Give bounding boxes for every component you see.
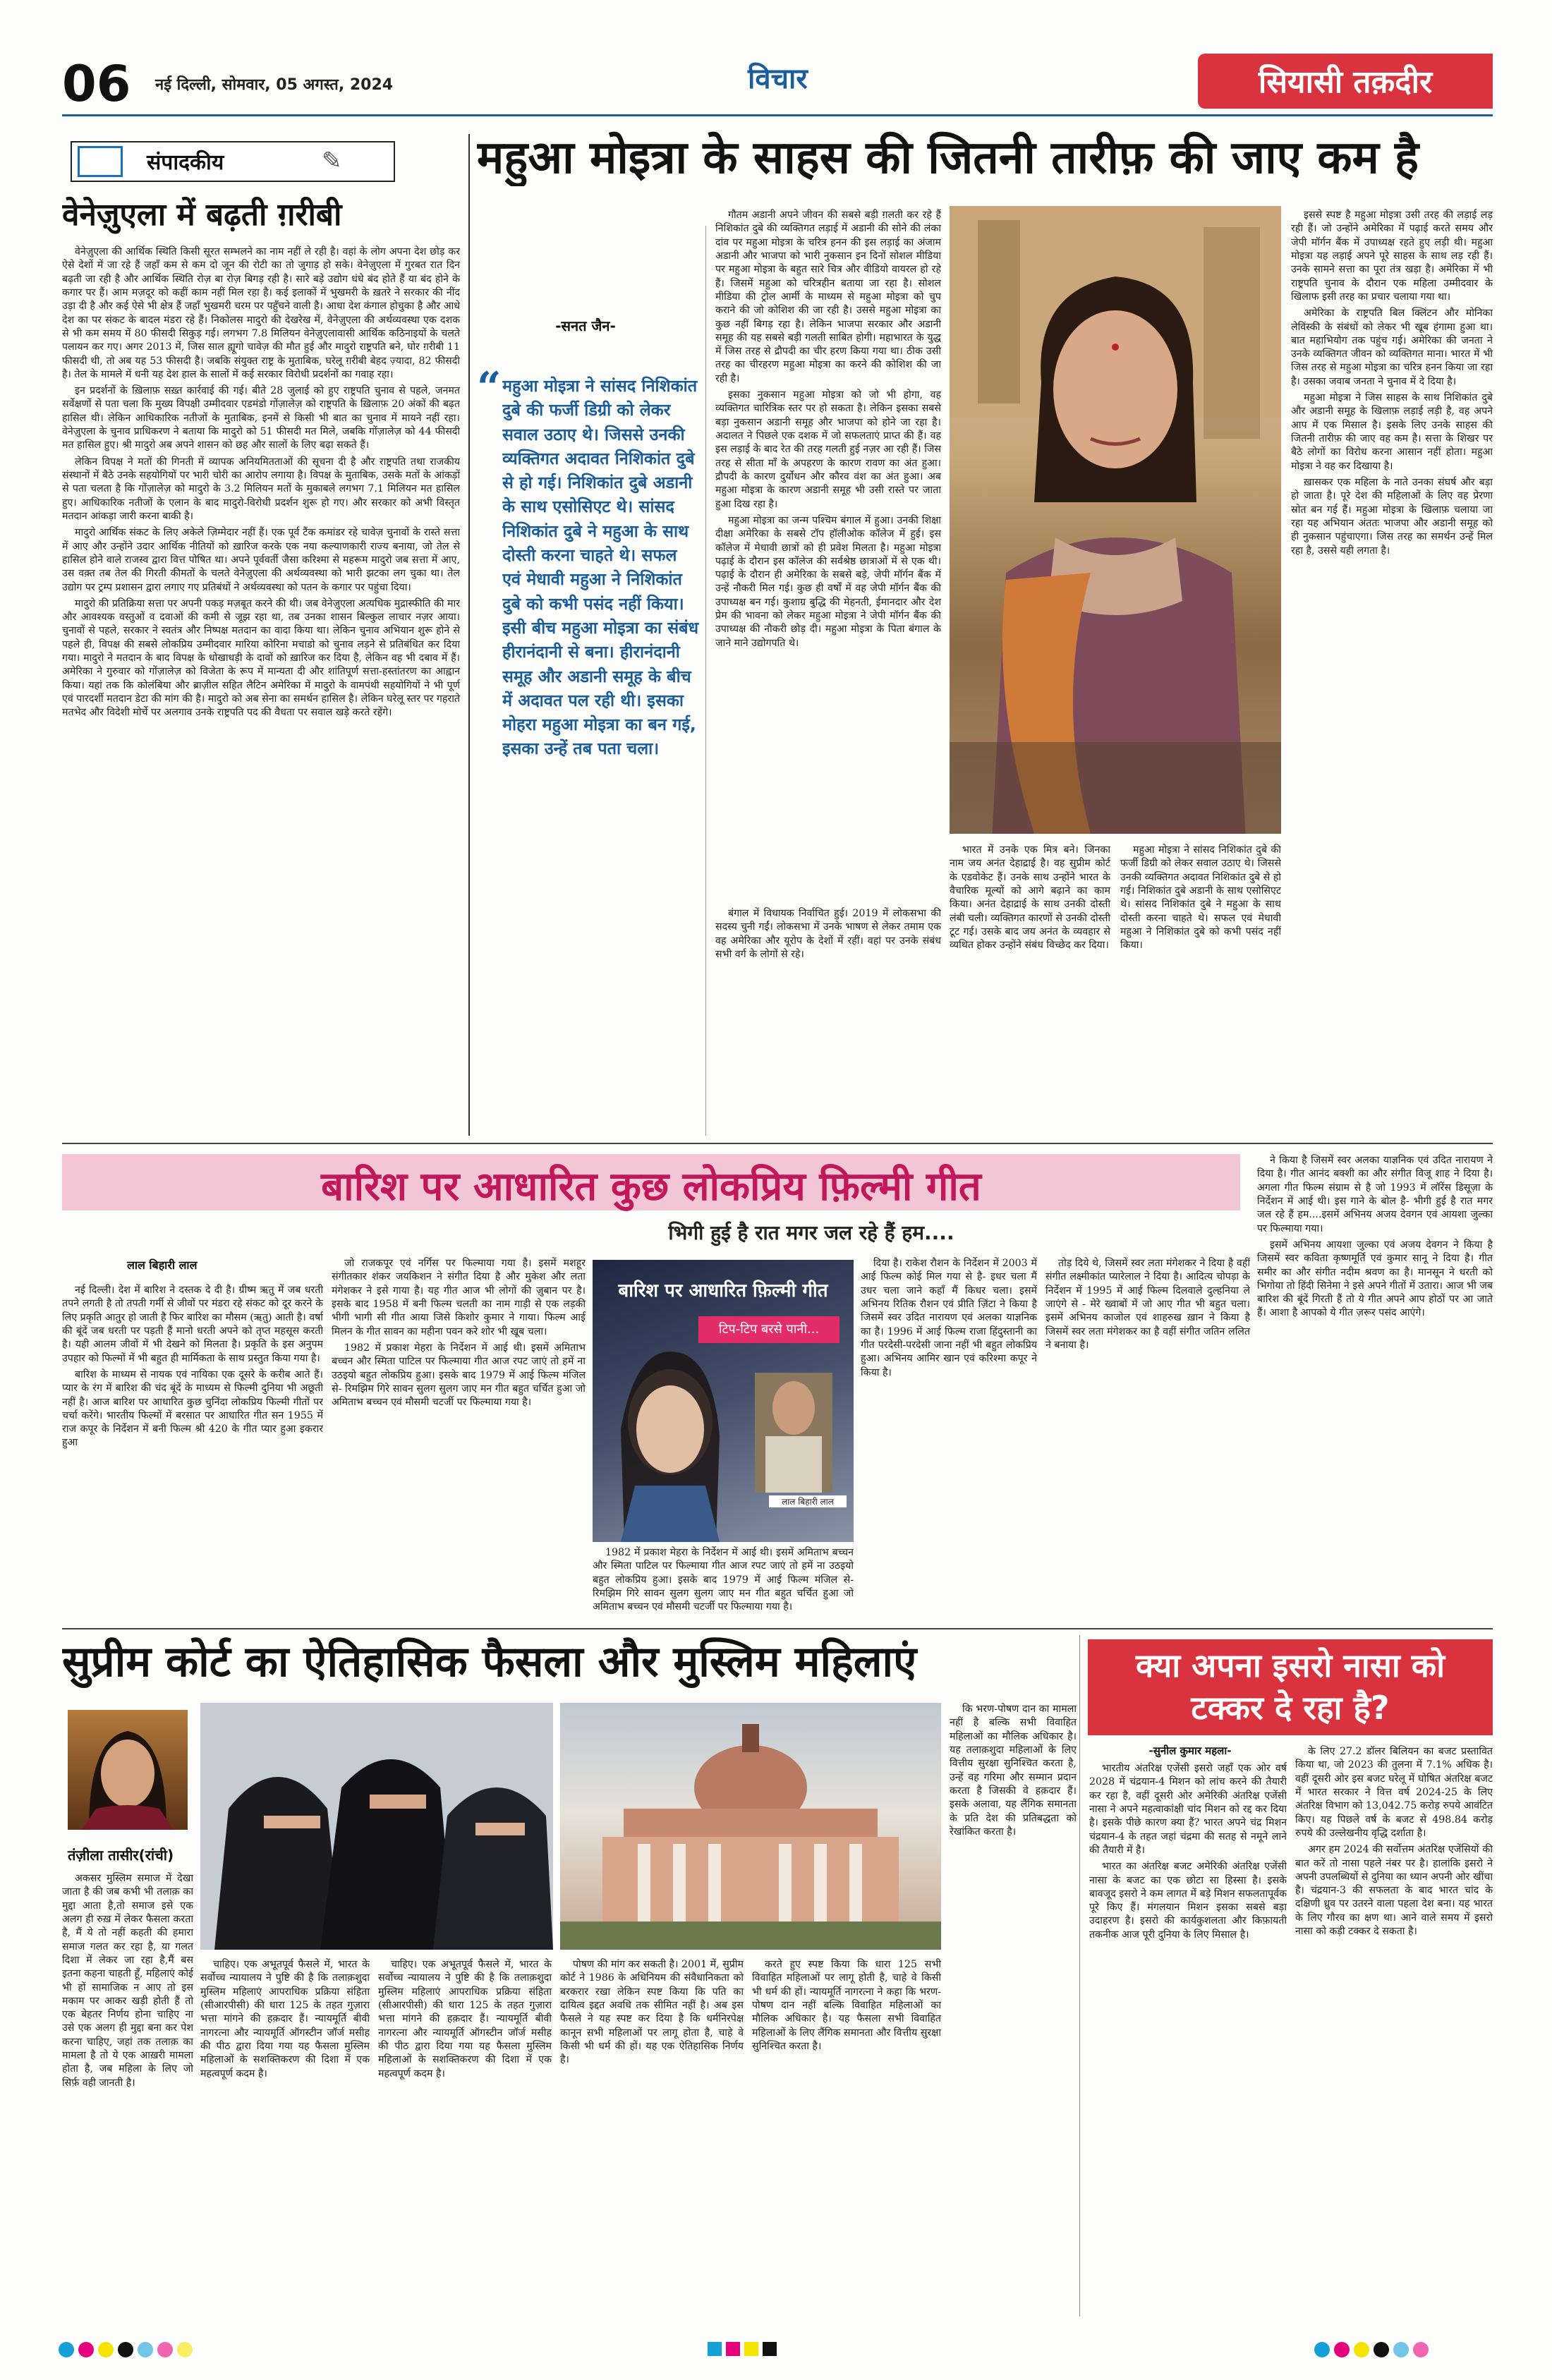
- page-number: 06: [62, 55, 131, 113]
- isro-col-2: के लिए 27.2 डॉलर बिलियन का बजट प्रस्तावित किया था, जो 2023 की तुलना में 7.1% अधिक है। वहीं दूसरी ओर इस बजट घरेलू में घोषित अंतरिक्ष बजट में भारत सरकार ने वित्त वर्ष 2024-25 के लिए अंतरिक्ष विभाग को 13,042.75 करोड़ रुपये आवंटित किए। यह पिछले वर्ष के बजट से 498.84 करोड़ रुपये की उल्लेखनीय वृद्धि दर्शाता है। अगर हम 2024 की सर्वोत्तम अंतरिक्ष एजेंसियों की बात करें तो नासा पहले नंबर पर है। हालांकि इसरो ने अपनी उपलब्धियों से दुनिया का ध्यान अपनी ओर खींचा है। चंद्रयान-3 की सफलता के बाद भारत चांद के दक्षिणी ध्रुव पर उतरने वाला पहला देश बना। यह भारत के लिए गौरव का क्षण था। आने वाले समय में इसरो नासा को कड़ी टक्कर दे सकता है।: [1295, 1746, 1493, 1938]
- songs-byline: लाल बिहारी लाल: [127, 1258, 198, 1272]
- section-rule: [62, 1143, 1493, 1144]
- songs-headline: बारिश पर आधारित कुछ लोकप्रिय फ़िल्मी गीत: [321, 1164, 981, 1210]
- mahua-pull-quote: महुआ मोइत्रा ने सांसद निशिकांत दुबे की फर्जी डिग्री को लेकर सवाल उठाए थे। जिससे उनकी व्यक्तिगत अदावत निशिकांत दुबे से हो गई। निशिकांत दुबे अडानी के साथ एसोसिएट थे। सांसद निशिकांत दुबे ने महुआ के साथ दोस्ती करना चाहते थे। सफल एवं मेधावी महुआ ने निशिकांत दुबे को कभी पसंद नहीं किया। इसी बीच महुआ मोइत्रा का संबंध हीरानंदानी से बना। हीरानंदानी समूह और अडानी समूह के बीच में अदावत पल रही थी। इसका मोहरा महुआ मोइत्रा का बन गई, इसका उन्हें तब पता चला।: [502, 376, 699, 759]
- registration-marks-center: [705, 2342, 779, 2356]
- sc-col-1: अकसर मुस्लिम समाज में देखा जाता है की जब कभी भी तलाक़ का मुद्दा आता है,तो समाज इसे एक अलग ही रुख़ में लेकर फैसला करता है, मैं ये तो नहीं कहती की हमारा समाज गलत कर रहा है, या गलत दिशा में लेकर जा रहा है,मैं बस इतना कहना चाहती हूँ, महिलाएं कोई भी हों सामाजिक न आए तो इस मकाम पर आकर खड़ी होती हैं तो एक बेहतर निर्णय होना चाहिए ना उसे एक अलग ही मुद्दा बना कर पेश करना चाहिए, जहां तक तलाक़ का मामला है तो ये एक आख़री मामला होता है, जब महिला के लिए जो सिर्फ़ वही जानती है।: [62, 1873, 193, 2089]
- isro-col-1: भारतीय अंतरिक्ष एजेंसी इसरो जहाँ एक ओर वर्ष 2028 में चंद्रयान-4 मिशन को लांच करने की तैयारी कर रहा है, वहीं दूसरी ओर अमेरिकी अंतरिक्ष एजेंसी नासा ने अपने महत्वाकांक्षी चांद मिशन को रद्द कर दिया है। इसके पीछे कारण क्या हैं? भारत अपने चंद्र मिशन चंद्रयान-4 के तहत जहां चंद्रमा की सतह से नमूने लाने की तैयारी में है। भारत का अंतरिक्ष बजट अमेरिकी अंतरिक्ष एजेंसी नासा के बजट का एक छोटा सा हिस्सा है। इसके बावजूद इसरो ने कम लागत में बड़े मिशन सफलतापूर्वक पूरे किए हैं। मंगलयान मिशन इसका सबसे बड़ा उदाहरण है। इसरो की कार्यकुशलता और किफ़ायती तकनीक आज पूरी दुनिया के लिए मिसाल है।: [1089, 1763, 1287, 1941]
- sc-headline: सुप्रीम कोर्ट का ऐतिहासिक फैसला और मुस्लिम महिलाएं: [62, 1637, 917, 1687]
- songs-col-4: दिया है। राकेश रौशन के निर्देशन में 2003 में आई फिल्म कोई मिल गया से है- इधर चला मैं उधर चला जाने कहाँ मैं किधर चला। इसमें अभिनय रितिक रौशन एवं प्रीति ज़िंटा ने किया है जिसमें स्वर उदित नारायण एवं अलका याज्ञनिक का है। 1996 में आई फिल्म राजा हिंदुस्तानी का गीत परदेसी-परदेसी जाना नहीं भी बहुत लोकप्रिय हुआ। अभिनय आमिर खान एवं करिश्मा कपूर ने किया है।: [861, 1258, 1037, 1378]
- mahua-photo: [950, 206, 1281, 834]
- songs-subtitle: भिगी हुई है रात मगर जल रहे हैं हम....: [668, 1221, 954, 1244]
- editorial-icon-box: [78, 146, 123, 177]
- sc-photo-women: [200, 1703, 553, 1950]
- sc-photo-court: [560, 1703, 941, 1950]
- isro-headline: क्या अपना इसरो नासा को टक्कर दे रहा है?: [1135, 1646, 1445, 1727]
- editorial-label: संपादकीय: [147, 150, 224, 175]
- songs-col-3: 1982 में प्रकाश मेहरा के निर्देशन में आई थी। इसमें अमिताभ बच्चन और स्मिता पाटिल पर फिल्माया गीत आज रपट जाएं तो हमें ना उठइयो बहुत लोकप्रिय हुआ। इसके बाद 1979 में आई फिल्म मंजिल से- रिमझिम गिरे सावन सुलग सुलग जाए मन गीत बहुत चर्चित हुआ जो अमिताभ बच्चन एवं मौसमी चटर्जी पर फिल्माया गया है।: [593, 1547, 854, 1613]
- sc-col-6: कि भरण-पोषण दान का मामला नहीं है बल्कि सभी विवाहित महिलाओं का मौलिक अधिकार है। यह तलाक़शुदा महिलाओं के लिए वित्तीय सुरक्षा सुनिश्चित करता है, उन्हें वह गरिमा और सम्मान प्रदान करता है जिसकी वे हक़दार हैं। इसके अलावा, यह लैंगिक समानता के प्रति देश की प्रतिबद्धता को रेखांकित करता है।: [950, 1704, 1077, 1838]
- section-band-label: सियासी तक़दीर: [1258, 64, 1433, 100]
- column-rule: [1079, 1635, 1080, 2317]
- author-portrait: [68, 1710, 188, 1830]
- songs-col-6: ने किया है जिसमें स्वर अलका याज्ञनिक एवं उदित नारायण ने दिया है। गीत आनंद बक्शी का और संगीत विजू शाह ने दिया है। अगला गीत फिल्म संग्राम से है जो 1993 में लॉरेंस डिसूज़ा के निर्देशन में आई थी। इस गाने के बोल है- भीगी हुई है रात मगर जल रहे हैं हम....इसमें अभिनय अजय देवगन एवं आयशा जुल्का पर फिल्माया गया। इसमें अभिनय आयशा जुल्का एवं अजय देवगन ने किया है जिसमें स्वर कविता कृष्णमूर्ति एवं कुमार सानू ने दिया है। गीत समीर का और संगीत नदीम श्रवण का है। मानसून ने धरती को भिगोया तो हिंदी सिनेमा ने इसे अपने गीतों में उतारा। आज भी जब बारिश की बूंदें गिरती हैं तो ये गीत अपने आप होठों पर आ जाते हैं। आशा है आपको ये गीत ज़रूर पसंद आएंगे।: [1257, 1155, 1493, 1319]
- songs-image: [593, 1260, 854, 1542]
- sc-col-5: करते हुए स्पष्ट किया कि धारा 125 सभी विवाहित महिलाओं पर लागू होती है, चाहे वे किसी भी धर्म की हों। न्यायमूर्ति नागरत्ना ने कहा कि भरण-पोषण दान नहीं बल्कि विवाहित महिलाओं का मौलिक अधिकार है। यह फैसला सभी विवाहित महिलाओं के लिए लैंगिक समानता और वित्तीय सुरक्षा सुनिश्चित करता है।: [752, 1959, 941, 2052]
- songs-image-banner: टिप-टिप बरसे पानी...: [698, 1316, 839, 1343]
- pen-icon: ✎: [322, 147, 342, 175]
- mahua-col-4: महुआ मोइत्रा ने सांसद निशिकांत दुबे की फर्जी डिग्री को लेकर सवाल उठाए थे। जिससे उनकी व्यक्तिगत अदावत निशिकांत दुबे से हो गई। निशिकांत दुबे अडानी के साथ एसोसिएट थे। सांसद निशिकांत दुबे ने महुआ के साथ दोस्ती करना चाहते थे। सफल एवं मेधावी महुआ ने निशिकांत दुबे को कभी पसंद नहीं किया।: [1120, 844, 1281, 952]
- portrait-illustration: [950, 206, 1281, 834]
- mahua-col-5: इससे स्पष्ट है महुआ मोइत्रा उसी तरह की लड़ाई लड़ रही हैं। जो उन्होंने अमेरिका में पढ़ाई करते समय और जेपी मॉर्गन बैंक में उपाध्यक्ष रहते हुए लड़ी थी। महुआ मोइत्रा यह लड़ाई अपने पूरे साहस के साथ लड़ रही हैं। उनके सामने सत्ता का पूरा तंत्र खड़ा है। अमेरिका में भी राष्ट्रपति चुनाव के दौरान एक महिला उम्मीदवार के खिलाफ इसी तरह का प्रचार चलाया गया था। अमेरिका के राष्ट्रपति बिल क्लिंटन और मोनिका लेविंस्की के संबंधों को लेकर भी खूब हंगामा हुआ था। बात महाभियोग तक पहुंच गई। अमेरिका की जनता ने उनके व्यक्तिगत जीवन को व्यक्तिगत माना। भारत में भी जिस तरह से महुआ मोइत्रा का चरित्र हनन किया जा रहा है। उसका जवाब जनता ने चुनाव में दे दिया है। महुआ मोइत्रा ने जिस साहस के साथ निशिकांत दुबे और अडानी समूह के खिलाफ़ लड़ाई लड़ी है, वह अपने आप में एक मिसाल है। इसके लिए उनके साहस की जितनी तारीफ़ की जाए वह कम है। सत्ता के शिखर पर बैठे लोगों का विरोध करना आसान नहीं होता। महुआ मोइत्रा ने वह कर दिखाया है। ख़ासकर एक महिला के नाते उनका संघर्ष और बड़ा हो जाता है। पूरे देश की महिलाओं के लिए वह प्रेरणा स्रोत बन गई हैं। महुआ मोइत्रा के खिलाफ़ चलाया जा रहा यह अभियान अंततः भाजपा और अडानी समूह को ही नुकसान पहुंचाएगा। जिस तरह का समर्थन उन्हें मिल रहा है, उससे यही लगता है।: [1291, 210, 1493, 557]
- section-title: विचार: [748, 63, 808, 95]
- dateline: नई दिल्ली, सोमवार, 05 अगस्त, 2024: [155, 76, 394, 94]
- quote-icon: “: [477, 363, 502, 413]
- songs-col-5: तोड़ दिये थे, जिसमें स्वर लता मंगेशकर ने दिया है वहीं संगीत लक्ष्मीकांत प्यारेलाल ने दिया है। आदित्य चोपड़ा के निर्देशन में 1995 में आई फिल्म दिलवाले दुल्हनिया ले जाएंगे से - मेरे ख्वाबों में जो आए गीत भी बहुत चला। इसमें अभिनय काजोल एवं शाहरुख ख़ान ने किया है जिसमें स्वर लता मंगेशकर का है वहीं संगीत जतिन ललित ने बनाया है।: [1045, 1258, 1250, 1351]
- registration-marks-right: [1312, 2342, 1431, 2357]
- mahua-headline: महुआ मोइत्रा के साहस की जितनी तारीफ़ की जाए कम है: [477, 132, 1419, 184]
- column-rule: [468, 134, 470, 1136]
- section-rule: [62, 1628, 1493, 1629]
- editorial-title: वेनेज़ुएला में बढ़ती ग़रीबी: [62, 197, 342, 233]
- sc-author-photo: [68, 1710, 188, 1830]
- songs-col-2: जो राजकपूर एवं नर्गिस पर फिल्माया गया है। इसमें मशहूर संगीतकार शंकर जयकिशन ने संगीत दिया है और मुकेश और लता मंगेशकर ने इसे गाया है। यह गीत आज भी लोगों की ज़ुबान पर है। इसके बाद 1958 में बनी फिल्म चलती का नाम गाड़ी से एक लड़की भीगी भागी सी गीत आया जिसे किशोर कुमार ने गाया। फिल्म आई मिलन के गीत सावन का महीना पवन करे शोर भी खूब चला। 1982 में प्रकाश मेहरा के निर्देशन में आई थी। इसमें अमिताभ बच्चन और स्मिता पाटिल पर फिल्माया गीत आज रपट जाएं तो हमें ना उठइयो बहुत लोकप्रिय हुआ। इसके बाद 1979 में आई फिल्म मंजिल से- रिमझिम गिरे सावन सुलग सुलग जाए मन गीत बहुत चर्चित हुआ जो अमिताभ बच्चन एवं मौसमी चटर्जी पर फिल्माया गया है।: [332, 1258, 586, 1409]
- mahua-col-2: बंगाल में विधायक निर्वाचित हुई। 2019 में लोकसभा की सदस्य चुनी गईं। लोकसभा में उनके भाषण से लेकर तमाम एक वह अमेरिका और यूरोप के देशों में रहीं। वहां पर उनके संबंध सभी वर्ग के लोगों से रहे।: [715, 908, 941, 960]
- songs-image-title: बारिश पर आधारित फ़िल्मी गीत: [618, 1280, 828, 1301]
- sc-col-4: पोषण की मांग कर सकती है। 2001 में, सुप्रीम कोर्ट ने 1986 के अधिनियम की संवैधानिकता को बरकरार रखा लेकिन स्पष्ट किया कि पति का दायित्व इद्दत अवधि तक सीमित नहीं है। अब इस फैसले ने यह स्पष्ट कर दिया है कि धर्मनिरपेक्ष कानून सभी महिलाओं पर लागू होता है, चाहे वे किसी भी धर्म की हों। यह एक ऐतिहासिक निर्णय है।: [560, 1959, 744, 2066]
- isro-byline: -सुनील कुमार महला-: [1148, 1744, 1232, 1757]
- registration-marks-left: [56, 2342, 195, 2357]
- editorial-body: वेनेज़ुएला की आर्थिक स्थिति किसी सूरत सम्भलने का नाम नहीं ले रही है। वहां के लोग अपना देश छोड़ कर ऐसे देशों में जा रहे हैं जहाँ कम से कम दो जून की रोटी का तो जुगाड़ हो सके। वेनेज़ुएला में गुरबत रात दिन बढ़ती जा रही है और आर्थिक स्थिति रोज़ बा रोज़ बिगड़ रही है। सारे बड़े उद्योग धंधे बंद होते हैं या बंद होने के कगार पर हैं। आम मज़दूर को कहीं काम नहीं मिल रहा है। कई इलाकों में भुखमरी के ख़तरे ने सरकार की नींद उड़ा दी है और कई ऐसे भी क्षेत्र हैं जहाँ भुखमरी चरम पर पहुँचने वाली है। आधा देश कंगाल होचुका है और आधे देश का पर संकट के बादल मंडरा रहे हैं। निकोलस मादुरो की देखरेख में, वेनेज़ुएला की अर्थव्यवस्था एक दशक से भी कम समय में 80 फीसदी सिकुड़ गई। लगभग 7.8 मिलियन वेनेज़ुएलावासी आर्थिक कठिनाइयों के चलते पलायन कर गए। अगर 2013 में, जिस साल ह्यूगो चावेज़ की मौत हुई और मादुरो राष्ट्रपति बने, घोर ग़रीबी 11 फीसदी थी, तो अब यह 53 फीसदी है। जबकि संयुक्त राष्ट्र के मुताबिक, घरेलू ग़रीबी बेहद ज़्यादा, 82 फीसदी है। तेल के मामले में धनी यह देश हाल के सालों में कई सरकार विरोधी प्रदर्शनों का गवाह रहा। इन प्रदर्शनों के ख़िलाफ़ सख़्त कार्रवाई की गई। बीते 28 जुलाई को हुए राष्ट्रपति चुनाव से पहले, जनमत सर्वेक्षणों से पता चला कि मुख्य विपक्षी उम्मीदवार एडमंडो गोंज़ालेज़ को राष्ट्रपति के ख़िलाफ़ 20 अंकों की बढ़त हासिल थी। लेकिन आधिकारिक नतीजों के मुताबिक, इनमें से किसी भी बात का चुनाव में मायने नहीं रहा। वेनेज़ुएला के चुनाव प्राधिकरण ने बताया कि मादुरो को 51 फीसदी मत मिले, जबकि गोंज़ालेज़ को 44 फीसदी मत हासिल हुए। श्री मादुरो अब अपने शासन को छह और सालों के लिए बढ़ा सकते हैं। लेकिन विपक्ष ने मतों की गिनती में व्यापक अनियमितताओं की सूचना दी है और राष्ट्रपति तथा राजकीय संस्थानों में बैठे उनके सहयोगियों पर भारी चोरी का आरोप लगाया है। विपक्ष के मुताबिक, उसके मतों के आंकड़ों से पता चलता है कि गोंज़ालेज़ को मादुरो के 3.2 मिलियन मतों के मुकाबले लगभग 7.1 मिलियन मत हासिल हुए। आधिकारिक नतीजों के एलान के बाद मादुरो-विरोधी प्रदर्शन शुरू हो गए। और सरकार को अभी विस्तृत मतदान आंकड़ा जारी करना बाकी है। मादुरो आर्थिक संकट के लिए अकेले ज़िम्मेदार नहीं हैं। एक पूर्व टैंक कमांडर रहे चावेज़ चुनावों के रास्ते सत्ता में आए और उन्होंने उदार आर्थिक नीतियों को ख़ारिज करके एक नया कल्याणकारी राज्य बनाया, जो तेल से हासिल होने वाले राजस्व द्वारा वित्त पोषित था। अपने पूर्ववर्ती जैसा करिश्मा से महरूम मादुरो जब सत्ता में आए, उस वक़्त तब तेल की गिरती कीमतों के चलते वेनेज़ुएला की अर्थव्यवस्था को भारी झटका लग चुका था। तेल उद्योग पर ट्रम्प प्रशासन द्वारा लगाए गए प्रतिबंधों ने अर्थव्यवस्था को पतन के कगार पर पहुंचा दिया। मादुरो की प्रतिक्रिया सत्ता पर अपनी पकड़ मज़बूत करने की थी। जब वेनेज़ुएला अत्यधिक मुद्रास्फीति की मार और आवश्यक वस्तुओं व दवाओं की कमी से जूझ रहा था, तब उनका शासन बिल्कुल लाचार नज़र आया। चुनावों से पहले, सरकार ने स्वतंत्र और निष्पक्ष मतदान का वादा किया था। लेकिन चुनाव अभियान शुरू होने से पहले ही, विपक्ष की सबसे लोकप्रिय उम्मीदवार मारिया कोरिना मचाडो को चुनाव लड़ने से प्रतिबंधित कर दिया गया। मादुरो ने मतदान के बाद विपक्ष के धोखाधड़ी के दावों को ख़ारिज कर दिया है, लेकिन वह भी दबाव में हैं। अमेरिका ने गुरुवार को गोंज़ालेज़ को विजेता के रूप में मान्यता दी और शांतिपूर्ण सत्ता-हस्तांतरण का आह्वान किया। यहां तक कि कोलंबिया और ब्राज़ील सहित लैटिन अमेरिका में मादुरो के वामपंथी सहयोगियों ने भी पूर्ण एवं पारदर्शी मतदान डेटा की मांग की है। मादुरो को अब सेना का समर्थन हासिल है। लेकिन घरेलू स्तर पर गहराते मतभेद और विदेशी मोर्चे पर अलगाव उनके राष्ट्रपति पद की वैधता पर सवाल खड़े करते रहेंगे।: [62, 246, 460, 719]
- sc-col-3: चाहिए। एक अभूतपूर्व फैसले में, भारत के सर्वोच्च न्यायालय ने पुष्टि की है कि तलाक़शुदा मुस्लिम महिलाएं आपराधिक प्रक्रिया संहिता (सीआरपीसी) की धारा 125 के तहत गुज़ारा भत्ता मांगने की हक़दार हैं। न्यायमूर्ति बीवी नागरत्ना और न्यायमूर्ति ऑगस्टीन जॉर्ज मसीह की पीठ द्वारा दिया गया यह फैसला मुस्लिम महिलाओं के सशक्तिकरण की दिशा में एक महत्वपूर्ण कदम है।: [378, 1959, 552, 2080]
- column-rule: [705, 226, 706, 1136]
- mahua-col-3: भारत में उनके एक मित्र बने। जिनका नाम जय अनंत देहाद्राई है। वह सुप्रीम कोर्ट के एडवोकेट हैं। उनके साथ उन्होंने भारत के वैचारिक मूल्यों को आगे बढ़ाने का काम किया। अनंत देहाद्राई के साथ उनकी दोस्ती लंबी चली। व्यक्तिगत कारणों से उनकी दोस्ती टूट गई। उसके बाद जय अनंत के व्यवहार से व्यथित होकर उन्होंने संबंध विच्छेद कर दिया।: [950, 844, 1110, 952]
- mahua-byline: -सनत जैन-: [555, 317, 616, 334]
- sc-byline: तंज़ीला तासीर(रांची): [68, 1847, 174, 1864]
- songs-col-1: नई दिल्ली। देश में बारिश ने दस्तक दे दी है। ग्रीष्म ऋतु में जब धरती तपने लगती है तो तपती गर्मी से जीवों पर मंडरा रहे संकट को दूर करने के लिए प्रकृति आतुर हो जाती है फिर बारिश का मौसम (ऋतु) आती है। वर्षा की बूंदें जब धरती पर पड़ती हैं मानो धरती अपने को तृप्त महसूस करती है। यही आलम जीवों में भी देखने को मिलता है। प्रकृति के इस अनुपम उपहार को फिल्मों में भी बहुत ही मार्मिकता के साथ प्रस्तुत किया गया है। बारिश के माध्यम से नायक एवं नायिका एक दूसरे के करीब आते हैं। प्यार के रंग में बारिश की चंद बूंदें के माध्यम से फिल्मी दुनिया भी अछूती नहीं है। आज बारिश पर आधारित कुछ चुनिंदा लोकप्रिय फिल्मी गीतों पर चर्चा करेंगे। भारतीय फिल्मों में बरसात पर आधारित गीत सन 1955 में राज कपूर के निर्देशन में बनी फिल्म श्री 420 के गीत प्यार हुआ इकरार हुआ: [62, 1285, 323, 1449]
- songs-image-caption: लाल बिहारी लाल: [769, 1495, 847, 1507]
- mahua-col-1: गौतम अडानी अपने जीवन की सबसे बड़ी ग़लती कर रहे हैं निशिकांत दुबे की व्यक्तिगत लड़ाई में अडानी की सोने की लंका दांव पर महुआ मोइत्रा के चरित्र हनन की इस लड़ाई का अंजाम अडानी और भाजपा को भारी नुकसान इन दिनों सोशल मीडिया पर महुआ मोइत्रा के बहुत सारे चित्र और वीडियो वायरल हो रहे हैं। जिसमें महुआ को चरित्रहीन बताया जा रहा है। सोशल मीडिया की ट्रोल आर्मी के माध्यम से महुआ मोइत्रा को चुप कराने की जो कोशिश की जा रही है। उससे महुआ मोइत्रा का कुछ नहीं बिगड़ रहा है। लेकिन भाजपा सरकार और अडानी समूह की यह सबसे बड़ी गलती साबित होगी। महाभारत के युद्ध में जिस तरह से द्रौपदी का चीर हरण किया गया था। ठीक उसी तरह का चीरहरण महुआ मोइत्रा का करने की कोशिश की जा रही है। इसका नुकसान महुआ मोइत्रा को जो भी होगा, वह व्यक्तिगत चारित्रिक स्तर पर हो सकता है। लेकिन इसका सबसे बड़ा नुकसान अडानी समूह और भाजपा को होने जा रहा है। अदालत ने पिछले एक दशक में जो सफलताएं प्राप्त की हैं। वह इस लड़ाई के बाद रेत की तरह गलती हुई नज़र आ रही हैं। जिस तरह से सीता माँ के अपहरण के कारण रावण का अंत हुआ। द्रौपदी के कारण दुर्योधन और कौरव वंश का अंत हुआ। अब महुआ मोइत्रा के कारण अडानी समूह भी उसी रास्ते पर जाता हुआ दिख रहा है। महुआ मोइत्रा का जन्म पश्चिम बंगाल में हुआ। उनकी शिक्षा दीक्षा अमेरिका के सबसे टॉप हॉलीओक कॉलेज में हुई। इस कॉलेज में मेधावी छात्रों को ही प्रवेश मिलता है। महुआ मोइत्रा पढ़ाई के दौरान इस कॉलेज की सर्वश्रेष्ठ छात्राओं में से एक थी। पढ़ाई के दौरान ही अमेरिका के सबसे बड़े, जेपी मॉर्गन बैंक में उन्हें नौकरी मिल गई। कुछ ही वर्षों में वह जेपी मॉर्गन बैंक की उपाध्यक्ष बन गई। कुशाग्र बुद्धि की मेहनती, ईमानदार और देश प्रेम की भावना को लेकर महुआ मोइत्रा ने जेपी मॉर्गन बैंक की उपाध्यक्ष की नौकरी छोड़ दी। महुआ मोइत्रा के पिता बंगाल के जाने माने उद्योगपति थे।: [715, 210, 941, 649]
- masthead-rule: [62, 114, 1493, 116]
- sc-col-2: चाहिए। एक अभूतपूर्व फैसले में, भारत के सर्वोच्च न्यायालय ने पुष्टि की है कि तलाक़शुदा मुस्लिम महिलाएं आपराधिक प्रक्रिया संहिता (सीआरपीसी) की धारा 125 के तहत गुज़ारा भत्ता मांगने की हक़दार हैं। न्यायमूर्ति बीवी नागरत्ना और न्यायमूर्ति ऑगस्टीन जॉर्ज मसीह की पीठ द्वारा दिया गया यह फैसला मुस्लिम महिलाओं के सशक्तिकरण की दिशा में एक महत्वपूर्ण कदम है।: [200, 1959, 370, 2080]
- court-illustration: [560, 1703, 941, 1950]
- women-illustration: [200, 1703, 553, 1950]
